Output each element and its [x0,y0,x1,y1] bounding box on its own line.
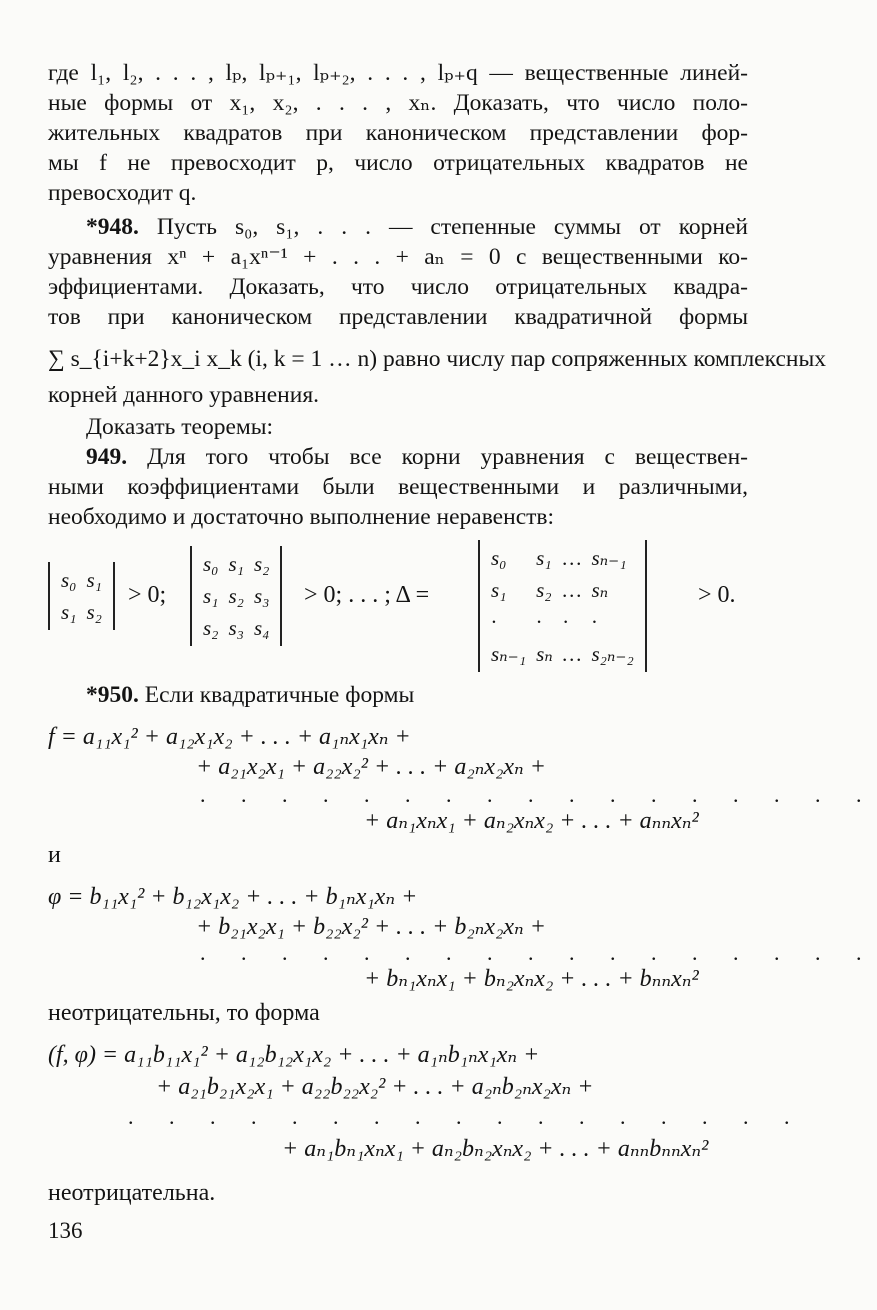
problem-949-line-1: Для того чтобы все корни уравнения с веществен- [147,444,748,470]
conclusion-text: неотрицательна. [48,1180,216,1206]
problem-949-line-3: необходимо и достаточно выполнение неравенств: [48,504,555,530]
det3-cell: s₂ [253,551,270,576]
problem-948-first-line [48,212,748,242]
detn-cell: s₂ₙ₋₂ [591,641,634,666]
form-f-line-3: + aₙ₁xₙx₁ + aₙ₂xₙx₂ + . . . + aₙₙxₙ² [364,808,699,834]
problem-948-line-4: тов при каноническом представлении квадратичной формы [48,304,748,330]
det3-cell: s₄ [253,615,270,640]
detn-cell: … [562,545,582,570]
detn-cell: · [536,609,542,634]
det3-cell: s₃ [253,583,270,608]
determinant-nxn [478,540,647,672]
problem-949-number: 949. [86,444,128,470]
text-block-top [48,58,826,532]
intro-line-5: превосходит q. [48,180,197,206]
determinant-inequalities [48,540,758,666]
problem-948-line-6: корней данного уравнения. [48,382,320,408]
det3-cell: s₁ [228,551,244,576]
determinant-2x2 [48,562,115,630]
det3-cell: s₃ [228,615,244,640]
problem-948-line-1: Пусть s₀, s₁, . . . — степенные суммы от корней [156,214,748,240]
problem-950-first-line [86,680,414,710]
problem-950-number: *950. [86,682,139,708]
problem-950-intro: Если квадратичные формы [144,682,415,708]
problem-948-number: *948. [86,214,139,240]
det3-cell: s₁ [203,583,219,608]
detn-cell: s₀ [491,545,507,570]
page-number: 136 [48,1218,83,1243]
det3-cell: s₂ [228,583,244,608]
detn-cell: s₁ [491,577,507,602]
problem-948-line-2: уравнения xⁿ + a₁xⁿ⁻¹ + . . . + aₙ = 0 с вещественными ко- [48,244,748,270]
detn-cell: … [562,577,582,602]
det2-cell: s₀ [61,567,77,592]
det2-cell: s₂ [86,599,102,624]
intro-line-3: жительных квадратов при каноническом представлении фор- [48,120,748,146]
det3-cell: s₀ [203,551,219,576]
form-fphi-line-3: + aₙ₁bₙ₁xₙx₁ + aₙ₂bₙ₂xₙx₂ + . . . + aₙₙbₙₙxₙ² [282,1136,709,1162]
detn-cell: sₙ₋₁ [491,641,527,666]
form-phi-dots: . . . . . . . . . . . . . . . . . [200,940,877,965]
problem-949-first-line [48,442,748,472]
det2-cell: s₁ [61,599,77,624]
form-phi-line-3: + bₙ₁xₙx₁ + bₙ₂xₙx₂ + . . . + bₙₙxₙ² [364,966,699,992]
form-f-line-2: + a₂₁x₂x₁ + a₂₂x₂² + . . . + a₂ₙx₂xₙ + [196,754,546,780]
form-fphi-line-2: + a₂₁b₂₁x₂x₁ + a₂₂b₂₂x₂² + . . . + a₂ₙb₂ₙx₂xₙ + [156,1074,594,1100]
and-word: и [48,842,61,868]
middle-text: неотрицательны, то форма [48,1000,320,1026]
detn-cell: … [562,641,582,666]
detn-cell: sₙ [536,641,553,666]
determinant-3x3 [190,546,282,646]
detn-cell: · [491,609,497,634]
intro-line-1: где l₁, l₂, . . . , lₚ, lₚ₊₁, lₚ₊₂, . . . , lₚ₊q — вещественные линей- [48,60,748,86]
problem-948-line-5: ∑ s_{i+k+2}x_i x_k (i, k = 1 … n) равно числу пар сопряженных комплексных [48,346,826,372]
form-f-line-1: f = a₁₁x₁² + a₁₂x₁x₂ + . . . + a₁ₙx₁xₙ + [48,724,411,750]
inequality-sign-3: > 0. [698,582,736,608]
detn-cell: s₁ [536,545,552,570]
form-phi-line-2: + b₂₁x₂x₁ + b₂₂x₂² + . . . + b₂ₙx₂xₙ + [196,914,546,940]
detn-cell: sₙ₋₁ [591,545,627,570]
problem-949-line-2: ными коэффициентами были вещественными и различными, [48,474,748,500]
intro-line-4: мы f не превосходит p, число отрицательных квадратов не [48,150,748,176]
form-phi-line-1: φ = b₁₁x₁² + b₁₂x₁x₂ + . . . + b₁ₙx₁xₙ + [48,884,418,910]
intro-line-2: ные формы от x₁, x₂, . . . , xₙ. Доказать, что число поло- [48,90,748,116]
problem-948-line-3: эффициентами. Доказать, что число отрицательных квадра- [48,274,748,300]
inequality-sign-2: > 0; . . . ; Δ = [304,582,430,608]
det3-cell: s₂ [203,615,219,640]
detn-cell: sₙ [591,577,609,602]
form-fphi-dots: . . . . . . . . . . . . . . . . . [128,1104,805,1129]
det2-cell: s₁ [86,567,102,592]
form-f-dots: . . . . . . . . . . . . . . . . . [200,782,877,807]
inequality-sign-1: > 0; [128,582,167,608]
detn-cell: · [591,609,597,634]
prove-heading: Доказать теоремы: [86,414,274,440]
detn-cell: s₂ [536,577,552,602]
form-fphi-line-1: (f, φ) = a₁₁b₁₁x₁² + a₁₂b₁₂x₁x₂ + . . . + a₁ₙb₁ₙx₁xₙ + [48,1042,540,1068]
detn-cell: · [562,609,569,634]
